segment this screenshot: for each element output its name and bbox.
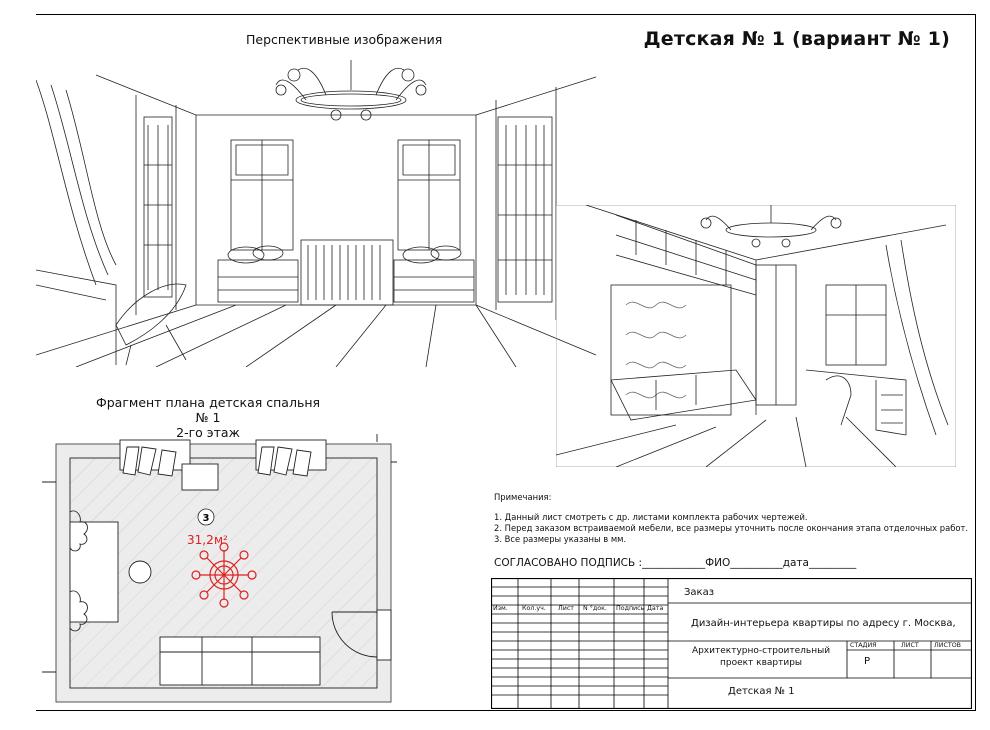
sheet-title: Детская № 1 (вариант № 1) (643, 28, 950, 50)
sheet-name: Детская № 1 (728, 686, 795, 697)
notes-heading: Примечания: (494, 492, 552, 502)
frame-top (36, 14, 976, 15)
note-item: 1. Данный лист смотреть с др. листами комплекта рабочих чертежей. (494, 512, 808, 522)
col-date: Дата (647, 605, 664, 612)
sheet-label: ЛИСТ (901, 642, 919, 649)
plan-caption-line1: Фрагмент плана детская спальня № 1 (95, 395, 321, 425)
section-line1: Архитектурно-строительный (691, 646, 831, 656)
col-list: Лист (558, 605, 574, 612)
note-item: 3. Все размеры указаны в мм. (494, 534, 627, 544)
sheets-label: ЛИСТОВ (934, 642, 961, 649)
area-value: 31,2 (187, 533, 214, 547)
perspective-caption: Перспективные изображения (246, 32, 443, 47)
stage-label: СТАДИЯ (850, 642, 877, 649)
frame-bottom (36, 710, 976, 711)
col-kol: Кол.уч. (522, 605, 546, 612)
order-label: Заказ (684, 587, 715, 598)
col-izm: Изм. (493, 605, 508, 612)
section-line2: проект квартиры (719, 658, 803, 668)
notes (494, 492, 968, 545)
project-line: Дизайн-интерьера квартиры по адресу г. Москва, (691, 618, 956, 629)
perspective-drawing-2 (556, 205, 956, 467)
approval-line: СОГЛАСОВАНО ПОДПИСЬ :____________ФИО__________дата_________ (494, 557, 857, 569)
note-item: 2. Перед заказом встраиваемой мебели, все размеры уточнить после окончания этапа отделочных работ. (494, 523, 969, 533)
area-unit: м² (214, 533, 228, 547)
perspective-drawing-1 (36, 55, 614, 367)
floor-plan (42, 432, 397, 710)
col-doc: N °док. (583, 605, 607, 612)
plan-caption-line2: 2-го этаж (176, 425, 240, 440)
section-name (681, 645, 841, 669)
frame-right (975, 14, 976, 711)
room-number: 3 (202, 513, 210, 524)
title-block (491, 578, 972, 709)
stage-value: Р (864, 656, 871, 667)
col-sign: Подпись (616, 605, 645, 612)
